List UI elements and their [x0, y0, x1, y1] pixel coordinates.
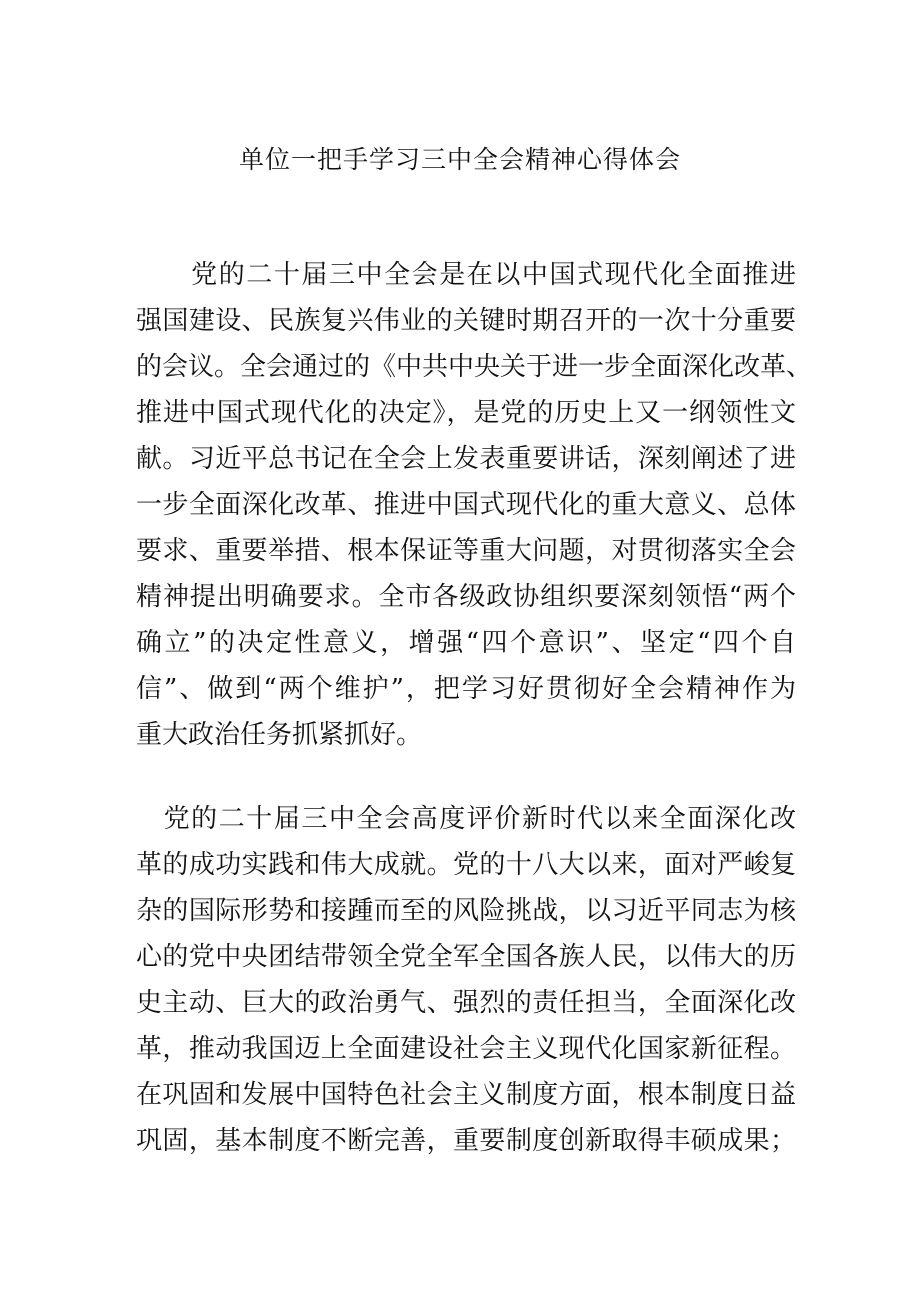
text-line: 党的二十届三中全会是在以中国式现代化全面推进 [136, 260, 796, 290]
text-line: 巩固，基本制度不断完善，重要制度创新取得丰硕成果； [136, 1126, 796, 1156]
text-line: 史主动、巨大的政治勇气、强烈的责任担当，全面深化改 [136, 988, 796, 1018]
text-line: 确立”的决定性意义，增强“四个意识”、坚定“四个自 [136, 628, 796, 658]
text-line: 革，推动我国迈上全面建设社会主义现代化国家新征程。 [136, 1034, 796, 1064]
text-line: 在巩固和发展中国特色社会主义制度方面，根本制度日益 [136, 1080, 796, 1110]
paragraph-2 [136, 796, 796, 1164]
text-line: 心的党中央团结带领全党全军全国各族人民，以伟大的历 [136, 942, 796, 972]
text-line: 献。习近平总书记在全会上发表重要讲话，深刻阐述了进 [136, 444, 796, 474]
text-line: 的会议。全会通过的《中共中央关于进一步全面深化改革、 [136, 352, 813, 382]
text-line: 信”、做到“两个维护”，把学习好贯彻好全会精神作为 [136, 674, 796, 704]
text-line: 要求、重要举措、根本保证等重大问题，对贯彻落实全会 [136, 536, 796, 566]
text-line: 党的二十届三中全会高度评价新时代以来全面深化改 [136, 804, 796, 834]
text-line: 重大政治任务抓紧抓好。 [136, 720, 423, 750]
text-line: 精神提出明确要求。全市各级政协组织要深刻领悟“两个 [136, 582, 796, 612]
document-title: 单位一把手学习三中全会精神心得体会 [238, 145, 681, 174]
text-line: 强国建设、民族复兴伟业的关键时期召开的一次十分重要 [136, 306, 796, 336]
text-line: 杂的国际形势和接踵而至的风险挑战，以习近平同志为核 [136, 896, 796, 926]
text-line: 一步全面深化改革、推进中国式现代化的重大意义、总体 [136, 490, 796, 520]
text-line: 推进中国式现代化的决定》，是党的历史上又一纲领性文 [136, 398, 796, 428]
paragraph-1 [136, 252, 813, 758]
text-line: 革的成功实践和伟大成就。党的十八大以来，面对严峻复 [136, 850, 796, 880]
